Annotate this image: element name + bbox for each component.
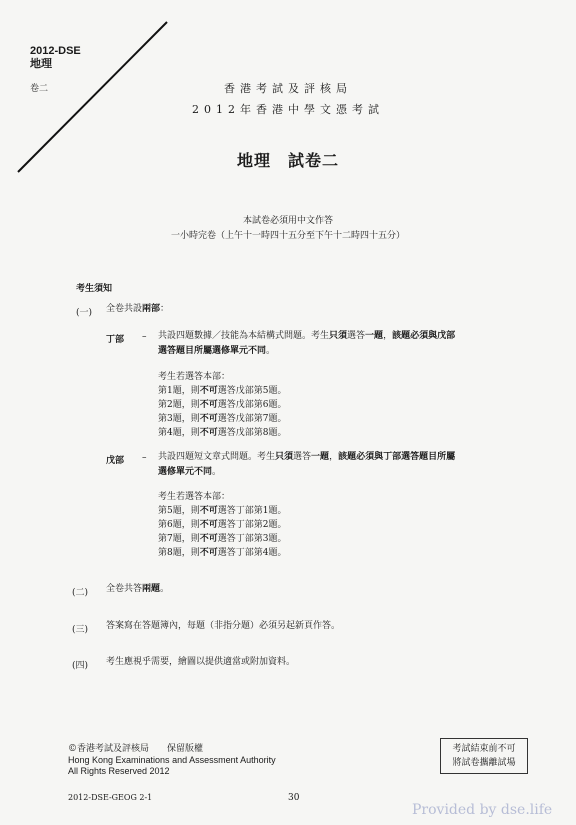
instruction-4: 考生應視乎需要，繪圖以提供適當或附加資料。: [106, 657, 296, 667]
part-d-line2-post: 。: [266, 346, 276, 356]
notice-box-line1: 考試結束前不可: [452, 744, 516, 754]
instruction-3: 答案寫在答題簿內，每題（非指分題）必須另起新頁作答。: [106, 621, 341, 631]
instruction-2-bold: 兩題: [142, 584, 161, 594]
instruction-number-2: (二): [72, 588, 89, 598]
part-d-list: [158, 370, 286, 440]
part-e-item: 第5題，則不可選答丁部第1題。: [158, 506, 287, 516]
part-d-line2-bold: 選答題目所屬選修單元不同: [158, 346, 267, 356]
part-e-line1-b2: 一題: [311, 452, 330, 462]
notice-title: 考生須知: [76, 284, 113, 294]
notice-box-line2: 將試卷攜離試場: [452, 758, 516, 768]
part-e-item: 第8題，則不可選答丁部第4題。: [158, 548, 287, 558]
part-e-line1-b3: 該題必須與丁部選答題目所屬: [338, 452, 456, 462]
paper-title: 地理 試卷二: [236, 151, 339, 170]
part-e-note: 考生若選答本部：: [158, 492, 231, 502]
header-paper-label: 卷二: [30, 84, 49, 94]
exam-notice-box: [440, 738, 528, 774]
duration-note: 一小時完卷（上午十一時四十五分至下午十二時四十五分）: [170, 231, 405, 241]
part-d-item: 第2題，則不可選答戊部第6題。: [158, 400, 287, 410]
header-subject-text: 地理: [30, 58, 52, 70]
part-e-description: [158, 450, 538, 480]
instruction-1-pre: 全卷共設: [106, 304, 143, 314]
instruction-1: [106, 302, 169, 317]
part-d-description: [158, 329, 538, 359]
instruction-1-post: ：: [160, 304, 170, 314]
part-e-item: 第7題，則不可選答丁部第3題。: [158, 534, 287, 544]
part-e-label: 戊部: [106, 456, 125, 466]
instruction-2: [106, 582, 169, 597]
instruction-number-3: (三): [72, 625, 89, 635]
part-d-dash: –: [142, 332, 147, 342]
authority-name: 香港考試及評核局: [224, 82, 352, 95]
instruction-number-1: (一): [76, 308, 93, 318]
part-e-list: [158, 490, 286, 560]
instruction-2-post: 。: [160, 584, 170, 594]
part-e-line1-pre: 共設四題短文章式問題。考生: [158, 452, 276, 462]
rights-reserved: All Rights Reserved 2012: [68, 766, 170, 776]
part-d-line1-b2: 一題: [365, 331, 384, 341]
part-d-line1-b3: 該題必須與戊部: [392, 331, 456, 341]
part-d-line1-post: ，: [383, 331, 393, 341]
part-d-line1-pre: 共設四題數據／技能為本結構式問題。考生: [158, 331, 330, 341]
part-e-line1-mid: 選答: [293, 452, 312, 462]
paper-code: 2012-DSE-GEOG 2-1: [68, 793, 153, 802]
exam-title: 2012年香港中學文憑考試: [192, 103, 384, 116]
part-d-line1-b1: 只須: [329, 331, 348, 341]
part-e-item: 第6題，則不可選答丁部第2題。: [158, 520, 287, 530]
part-e-line1-b1: 只須: [275, 452, 294, 462]
part-e-line2-bold: 選修單元不同: [158, 467, 213, 477]
part-d-note: 考生若選答本部：: [158, 372, 231, 382]
copyright-line: ©香港考試及評核局 保留版權: [68, 744, 204, 754]
language-note: 本試卷必須用中文作答: [242, 216, 333, 226]
part-d-line1-mid: 選答: [347, 331, 366, 341]
header-subject-code: [30, 45, 81, 71]
part-e-line2-post: 。: [212, 467, 222, 477]
authority-english: [68, 755, 276, 777]
authority-english-name: Hong Kong Examinations and Assessment Authority: [68, 755, 276, 765]
instruction-2-pre: 全卷共答: [106, 584, 143, 594]
part-e-line1-post: ，: [329, 452, 339, 462]
part-d-item: 第1題，則不可選答戊部第5題。: [158, 386, 287, 396]
instruction-1-bold: 兩部: [142, 304, 161, 314]
header-code-text: 2012-DSE: [30, 45, 81, 57]
part-d-label: 丁部: [106, 335, 125, 345]
page-number: 30: [288, 793, 300, 803]
part-d-item: 第4題，則不可選答戊部第8題。: [158, 428, 287, 438]
instruction-number-4: (四): [72, 661, 89, 671]
provided-by-watermark: Provided by dse.life: [412, 802, 553, 818]
part-d-item: 第3題，則不可選答戊部第7題。: [158, 414, 287, 424]
part-e-dash: –: [142, 453, 147, 463]
